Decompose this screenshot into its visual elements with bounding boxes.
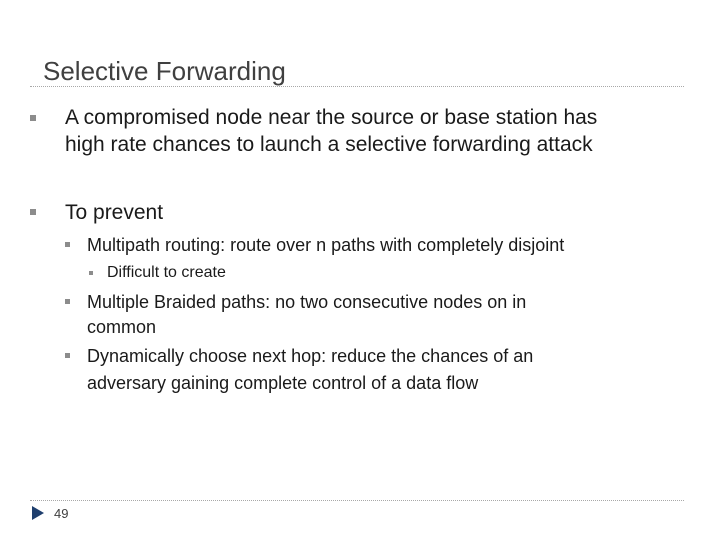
sub-bullet-text: adversary gaining complete control of a data flow: [87, 373, 479, 393]
sub-bullet-text: Dynamically choose next hop: reduce the chances of an: [87, 346, 534, 366]
bullet-text: A compromised node near the source or base station has: [65, 106, 598, 129]
footer-divider: [30, 500, 684, 501]
bullet-text: To prevent: [65, 201, 164, 224]
bullet-text: high rate chances to launch a selective forwarding attack: [65, 133, 593, 156]
triangle-marker-icon: [32, 506, 44, 520]
square-bullet-icon: [89, 271, 93, 275]
page-number: 49: [54, 506, 69, 521]
sub-bullet-text: Multiple Braided paths: no two consecutive nodes on in: [87, 292, 527, 312]
square-bullet-icon: [65, 353, 70, 358]
title-divider: [30, 86, 684, 87]
slide-title: Selective Forwarding: [43, 56, 286, 86]
square-bullet-icon: [65, 242, 70, 247]
sub-bullet-text: common: [87, 317, 157, 337]
sub-sub-bullet-text: Difficult to create: [107, 264, 226, 281]
square-bullet-icon: [30, 209, 36, 215]
sub-bullet-text: Multipath routing: route over n paths with completely disjoint: [87, 235, 565, 255]
square-bullet-icon: [65, 299, 70, 304]
square-bullet-icon: [30, 115, 36, 121]
